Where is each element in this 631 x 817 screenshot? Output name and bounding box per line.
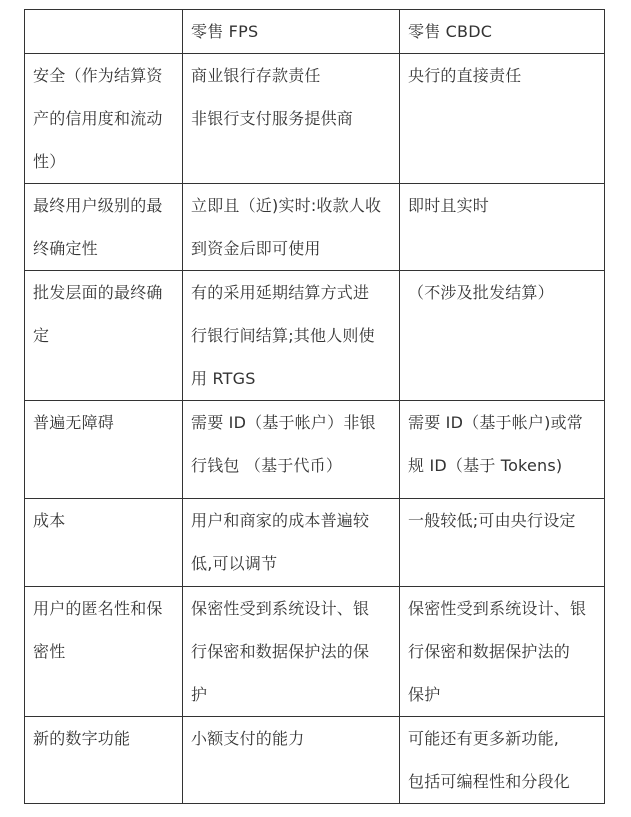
table-row xyxy=(25,54,605,184)
table-row xyxy=(25,184,605,271)
header-cell-fps xyxy=(183,10,400,54)
cell-text: 成本 xyxy=(33,511,66,530)
fps-cell xyxy=(183,499,400,587)
cell-text: 用 RTGS xyxy=(191,369,256,388)
cell-text: 到资金后即可使用 xyxy=(191,239,321,258)
table-row xyxy=(25,499,605,587)
cell-text: 行保密和数据保护法的 xyxy=(408,642,571,661)
cell-text: 小额支付的能力 xyxy=(191,729,305,748)
cbdc-cell xyxy=(400,54,605,184)
cbdc-cell xyxy=(400,499,605,587)
cell-text: （不涉及批发结算） xyxy=(408,283,554,302)
cell-text: 保密性受到系统设计、银 xyxy=(408,599,587,618)
cell-text: 用户的匿名性和保 xyxy=(33,599,163,618)
cell-text: 低,可以调节 xyxy=(191,554,278,573)
cbdc-cell xyxy=(400,401,605,499)
cell-text: 需要 ID（基于帐户）非银 xyxy=(191,413,376,432)
cell-text: 包括可编程性和分段化 xyxy=(408,772,571,791)
cell-text: 即时且实时 xyxy=(408,196,490,215)
fps-cell xyxy=(183,717,400,804)
cell-text: 行银行间结算;其他人则使 xyxy=(191,326,375,345)
cell-text: 央行的直接责任 xyxy=(408,66,522,85)
cell-text: 保护 xyxy=(408,685,441,704)
comparison-table xyxy=(24,9,605,804)
fps-cell xyxy=(183,54,400,184)
cell-text: 可能还有更多新功能, xyxy=(408,729,560,748)
cell-text: 保密性受到系统设计、银 xyxy=(191,599,370,618)
row-label-cell xyxy=(25,184,183,271)
fps-cell xyxy=(183,587,400,717)
cell-text: 安全（作为结算资 xyxy=(33,66,163,85)
row-label-cell xyxy=(25,401,183,499)
cell-text: 立即且（近)实时:收款人收 xyxy=(191,196,382,215)
fps-cell xyxy=(183,184,400,271)
header-cbdc-text: 零售 CBDC xyxy=(408,22,493,41)
cell-text: 定 xyxy=(33,326,50,345)
cbdc-cell xyxy=(400,271,605,401)
table-row xyxy=(25,587,605,717)
cell-text: 性） xyxy=(33,152,66,171)
table-row xyxy=(25,717,605,804)
row-label-cell xyxy=(25,271,183,401)
row-label-cell xyxy=(25,717,183,804)
cell-text: 终确定性 xyxy=(33,239,98,258)
cell-text: 有的采用延期结算方式进 xyxy=(191,283,370,302)
table-row xyxy=(25,401,605,499)
cell-text: 行钱包 （基于代币） xyxy=(191,456,343,475)
row-label-cell xyxy=(25,499,183,587)
cell-text: 护 xyxy=(191,685,208,704)
row-label-cell xyxy=(25,587,183,717)
cell-text: 行保密和数据保护法的保 xyxy=(191,642,370,661)
header-cell-cbdc xyxy=(400,10,605,54)
cell-text: 批发层面的最终确 xyxy=(33,283,163,302)
row-label-cell xyxy=(25,54,183,184)
cell-text: 规 ID（基于 Tokens) xyxy=(408,456,563,475)
cell-text: 需要 ID（基于帐户)或常 xyxy=(408,413,583,432)
cell-text: 最终用户级别的最 xyxy=(33,196,163,215)
cell-text: 新的数字功能 xyxy=(33,729,131,748)
cbdc-cell xyxy=(400,184,605,271)
cell-text: 普遍无障碍 xyxy=(33,413,115,432)
table-header-row xyxy=(25,10,605,54)
cell-text: 用户和商家的成本普遍较 xyxy=(191,511,370,530)
cell-text: 一般较低;可由央行设定 xyxy=(408,511,576,530)
fps-cell xyxy=(183,271,400,401)
cbdc-cell xyxy=(400,587,605,717)
cbdc-cell xyxy=(400,717,605,804)
cell-text: 产的信用度和流动 xyxy=(33,109,163,128)
cell-text: 非银行支付服务提供商 xyxy=(191,109,354,128)
fps-cell xyxy=(183,401,400,499)
table-row xyxy=(25,271,605,401)
header-cell-empty xyxy=(25,10,183,54)
cell-text: 密性 xyxy=(33,642,66,661)
header-fps-text: 零售 FPS xyxy=(191,22,259,41)
cell-text: 商业银行存款责任 xyxy=(191,66,321,85)
